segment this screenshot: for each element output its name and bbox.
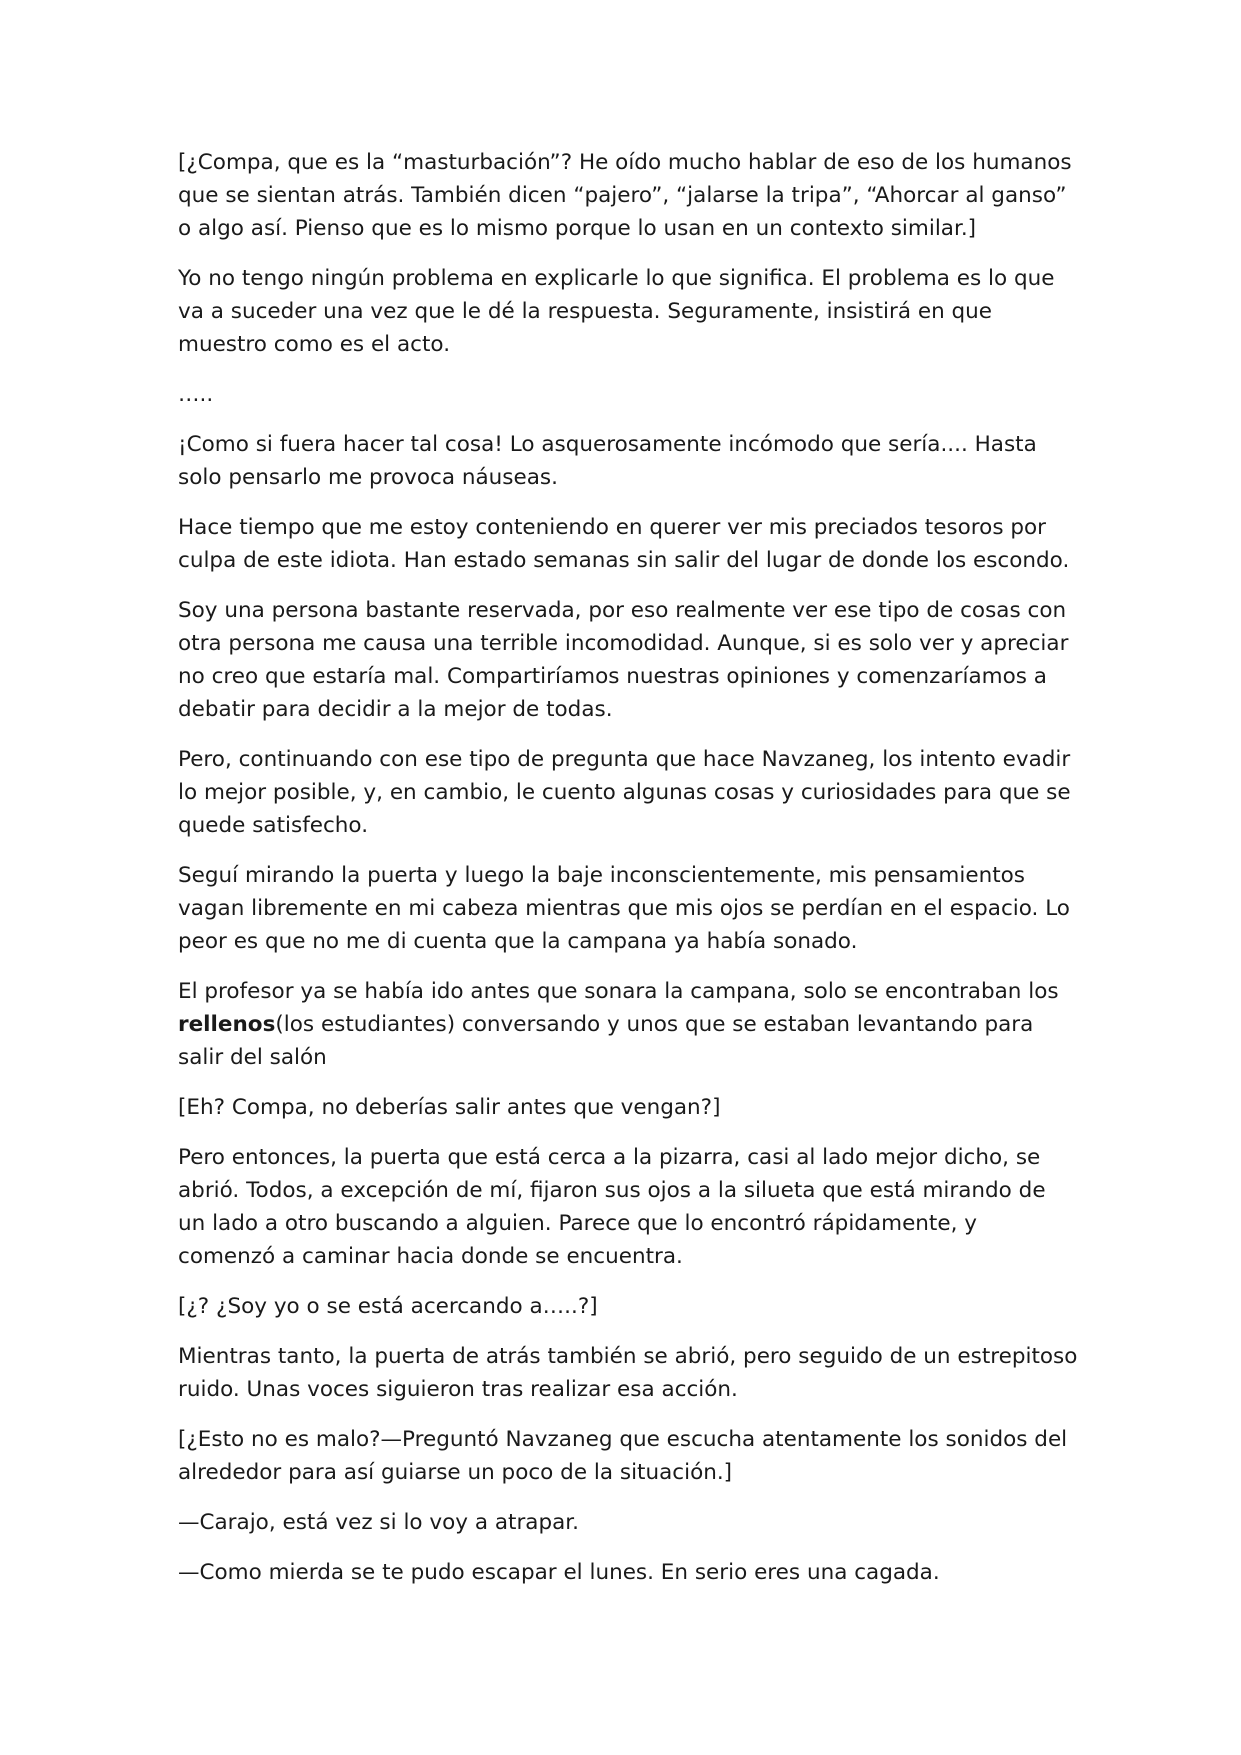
paragraph-with-bold — [178, 975, 1078, 1074]
paragraph: Hace tiempo que me estoy conteniendo en querer ver mis preciados tesoros por culpa de este idiota. Han estado semanas sin salir del lugar de donde los escondo. — [178, 515, 1070, 573]
paragraph: Pero entonces, la puerta que está cerca a la pizarra, casi al lado mejor dicho, se abrió. Todos, a excepción de mí, fijaron sus ojos a la silueta que está mirando de un lado a otro buscando a alguien. Parece que lo encontró rápidamente, y comenzó a caminar hacia donde se encuentra. — [178, 1145, 1046, 1269]
paragraph: ¡Como si fuera hacer tal cosa! Lo asquerosamente incómodo que sería.... Hasta solo pensarlo me provoca náuseas. — [178, 432, 1037, 490]
paragraph: —Carajo, está vez si lo voy a atrapar. — [178, 1510, 579, 1535]
paragraph-text: (los estudiantes) conversando y unos que se estaban levantando para salir del salón — [178, 1012, 1034, 1070]
paragraph: Mientras tanto, la puerta de atrás también se abrió, pero seguido de un estrepitoso ruido. Unas voces siguieron tras realizar esa acción. — [178, 1344, 1078, 1402]
bold-term: rellenos — [178, 1012, 276, 1037]
document-body — [178, 146, 1078, 1606]
paragraph: [¿Compa, que es la “masturbación”? He oído mucho hablar de eso de los humanos que se sientan atrás. También dicen “pajero”, “jalarse la tripa”, “Ahorcar al ganso” o algo así. Pienso que es lo mismo porque lo usan en un contexto similar.] — [178, 150, 1072, 241]
paragraph: Yo no tengo ningún problema en explicarle lo que significa. El problema es lo que va a suceder una vez que le dé la respuesta. Seguramente, insistirá en que muestro como es el acto. — [178, 266, 1055, 357]
paragraph-text: El profesor ya se había ido antes que sonara la campana, solo se encontraban los — [178, 979, 1059, 1004]
paragraph: [Eh? Compa, no deberías salir antes que vengan?] — [178, 1095, 721, 1120]
paragraph: Seguí mirando la puerta y luego la baje inconscientemente, mis pensamientos vagan libremente en mi cabeza mientras que mis ojos se perdían en el espacio. Lo peor es que no me di cuenta que la campana ya había sonado. — [178, 863, 1070, 954]
paragraph: —Como mierda se te pudo escapar el lunes. En serio eres una cagada. — [178, 1560, 940, 1585]
paragraph: Pero, continuando con ese tipo de pregunta que hace Navzaneg, los intento evadir lo mejor posible, y, en cambio, le cuento algunas cosas y curiosidades para que se quede satisfecho. — [178, 747, 1071, 838]
paragraph: [¿? ¿Soy yo o se está acercando a…..?] — [178, 1294, 598, 1319]
paragraph: Soy una persona bastante reservada, por eso realmente ver ese tipo de cosas con otra persona me causa una terrible incomodidad. Aunque, si es solo ver y apreciar no creo que estaría mal. Compartiríamos nuestras opiniones y comenzaríamos a debatir para decidir a la mejor de todas. — [178, 598, 1069, 722]
paragraph: [¿Esto no es malo?—Preguntó Navzaneg que escucha atentamente los sonidos del alrededor para así guiarse un poco de la situación.] — [178, 1427, 1068, 1485]
paragraph: ….. — [178, 382, 214, 407]
